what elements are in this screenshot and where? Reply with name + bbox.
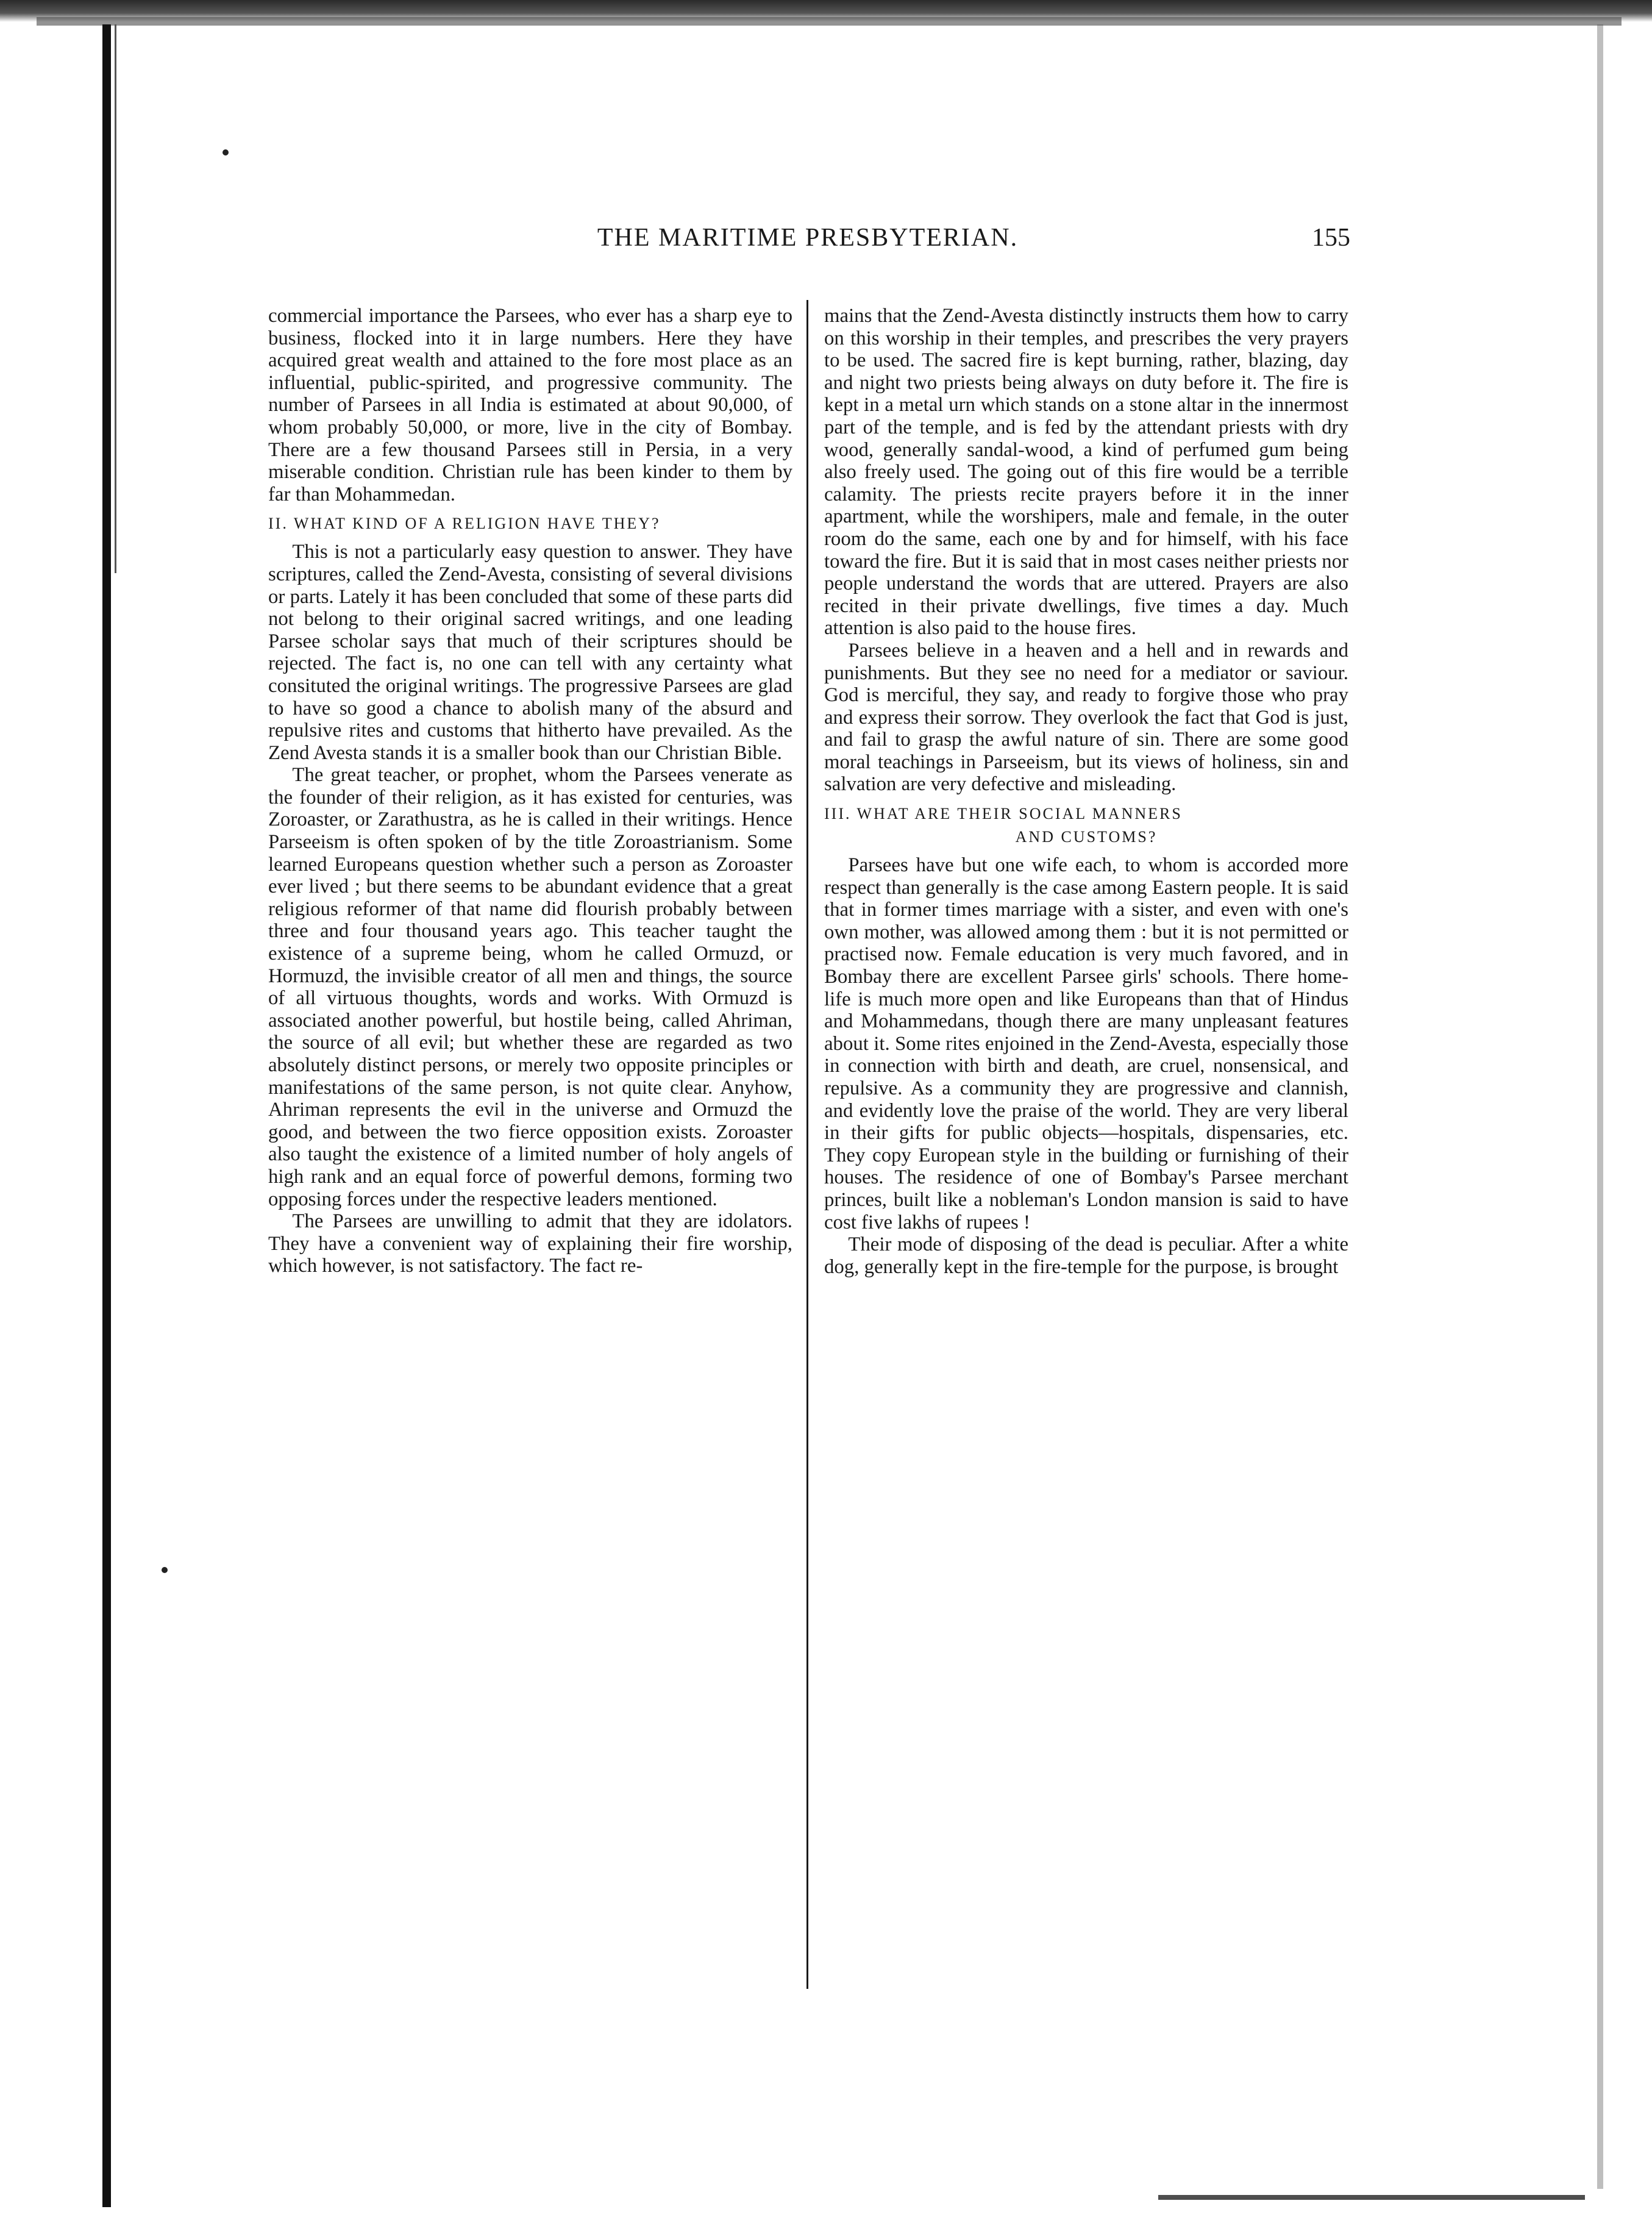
- scan-bottom-edge: [1158, 2195, 1585, 2200]
- paragraph: The great teacher, or prophet, whom the Parsees venerate as the founder of their religion, as it has existed for centuries, was Zoroaster, or Zarathustra, as he is called in their writings. Hence Parseeism is often spoken of by the title Zoroastrianism. Some learned Europeans question whether such a person as Zoroaster ever lived ; but there seems to be abundant evidence that a great religious reformer of that name did flourish probably between three and four thousand years ago. This teacher taught the existence of a supreme being, whom he called Ormuzd, or Hormuzd, the invisible creator of all men and things, the source of all virtuous thoughts, words and works. With Ormuzd is associated another powerful, but hostile being, called Ahriman, the source of all evil; but whether these are regarded as two absolutely distinct persons, or merely two opposite principles or manifestations of the same person, is not quite clear. Anyhow, Ahriman represents the evil in the universe and Ormuzd the good, and between the two fierce opposition exists. Zoroaster also taught the existence of a limited number of holy angels of high rank and an equal force of powerful demons, forming two opposing forces under the respective leaders mentioned.: [268, 764, 792, 1210]
- paragraph: mains that the Zend-Avesta distinctly instructs them how to carry on this worship in their temples, and prescribes the very prayers to be used. The sacred fire is kept burning, rather, blazing, day and night two priests being always on duty before it. The fire is kept in a metal urn which stands on a stone altar in the innermost part of the temple, and is fed by the attendant priests with dry wood, generally sandal-wood, a kind of perfumed gum being also freely used. The going out of this fire would be a terrible calamity. The priests recite prayers before it in the inner apartment, while the worshipers, male and female, in the outer room do the same, each one by and for himself, with his face toward the fire. But it is said that in most cases neither priests nor people understand the words that are uttered. Prayers are also recited in their private dwellings, five times a day. Much attention is also paid to the house fires.: [824, 305, 1348, 640]
- page-header: [265, 219, 1350, 262]
- paragraph: commercial importance the Parsees, who ever has a sharp eye to business, flocked into it in large numbers. Here they have acquired great wealth and attained to the fore most place as an influential, public-spirited, and progressive community. The number of Parsees in all India is estimated at about 90,000, of whom probably 50,000, or more, live in the city of Bombay. There are a few thousand Parsees still in Persia, in a very miserable condition. Christian rule has been kinder to them by far than Mohammedan.: [268, 305, 792, 505]
- scan-speck: [223, 149, 229, 155]
- right-column: [824, 305, 1348, 1278]
- paragraph: Parsees believe in a heaven and a hell and in rewards and punishments. But they see no need for a mediator or saviour. God is merciful, they say, and ready to forgive those who pray and express their sorrow. They overlook the fact that God is just, and fail to grasp the awful nature of sin. There are some good moral teachings in Parseeism, but its views of holiness, sin and salvation are very defective and misleading.: [824, 639, 1348, 796]
- scan-right-edge: [1597, 24, 1603, 2189]
- section-heading: III. WHAT ARE THEIR SOCIAL MANNERS: [824, 805, 1183, 823]
- scan-left-binding-edge: [102, 24, 111, 2207]
- section-heading-continued: AND CUSTOMS?: [1015, 828, 1158, 846]
- running-title: THE MARITIME PRESBYTERIAN.: [597, 224, 1019, 252]
- paragraph: Parsees have but one wife each, to whom is accorded more respect than generally is the case among Eastern people. It is said that in former times marriage with a sister, and even with one's own mother, was allowed among them : but it is not permitted or practised now. Female education is very much favored, and in Bombay there are excellent Parsee girls' schools. There home-life is much more open and like Europeans than that of Hindus and Mohammedans, though there are many unpleasant features about it. Some rites enjoined in the Zend-Avesta, especially those in connection with birth and death, are cruel, nonsensical, and repulsive. As a community they are progressive and clannish, and evidently love the praise of the world. They are very liberal in their gifts for public objects—hospitals, dispensaries, etc. They copy European style in the building or furnishing of their houses. The residence of one of Bombay's Parsee merchant princes, built like a nobleman's London mansion is said to have cost five lakhs of rupees !: [824, 854, 1348, 1233]
- paragraph: Their mode of disposing of the dead is peculiar. After a white dog, generally kept in the fire-temple for the purpose, is brought: [824, 1233, 1348, 1278]
- scan-top-band: [37, 17, 1622, 26]
- left-column: [268, 305, 792, 1277]
- section-heading: II. WHAT KIND OF A RELIGION HAVE THEY?: [268, 515, 661, 533]
- paragraph: This is not a particularly easy question to answer. They have scriptures, called the Zend-Avesta, consisting of several divisions or parts. Lately it has been concluded that some of these parts did not belong to their original sacred writings, and one leading Parsee scholar says that much of their scriptures should be rejected. The fact is, no one can tell with any certainty what consituted the original writings. The progressive Parsees are glad to have so good a chance to abolish many of the absurd and repulsive rites and customs that hitherto have prevailed. As the Zend Avesta stands it is a smaller book than our Christian Bible.: [268, 541, 792, 764]
- scan-left-binding-line: [115, 24, 116, 573]
- page-number: 155: [1312, 224, 1350, 252]
- column-rule: [806, 300, 808, 1989]
- paragraph: The Parsees are unwilling to admit that they are idolators. They have a convenient way of explaining their fire worship, which however, is not satisfactory. The fact re-: [268, 1210, 792, 1277]
- scan-speck: [162, 1567, 168, 1573]
